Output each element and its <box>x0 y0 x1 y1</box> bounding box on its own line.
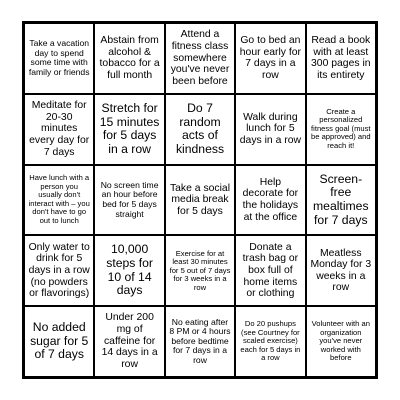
bingo-cell-text: Donate a trash bag or box full of home items or clothing <box>242 241 299 300</box>
bingo-cell-7[interactable] <box>94 94 164 165</box>
bingo-cell-13[interactable] <box>165 165 235 236</box>
bingo-cell-6[interactable] <box>24 94 94 165</box>
bingo-cell-text: Create a personalized fitness goal (must be approved) and reach it! <box>311 106 371 150</box>
bingo-cell-text: No eating after 8 PM or 4 hours before bedtime for 7 days in a row <box>169 316 231 366</box>
bingo-cell-2[interactable] <box>94 23 164 94</box>
bingo-cell-1[interactable] <box>24 23 94 94</box>
bingo-cell-text: 10,000 steps for 10 of 14 days <box>106 242 153 298</box>
bingo-cell-18[interactable] <box>165 235 235 306</box>
bingo-cell-3[interactable] <box>165 23 235 94</box>
bingo-cell-16[interactable] <box>24 235 94 306</box>
bingo-cell-text: Read a book with at least 300 pages in its entirety <box>311 35 371 82</box>
bingo-cell-text: Take a social media break for 5 days <box>169 182 231 217</box>
bingo-cell-text: No screen time an hour before bed for 5 days straight <box>100 179 159 219</box>
bingo-cell-21[interactable] <box>24 306 94 377</box>
bingo-cell-text: Walk during lunch for 5 days in a row <box>239 111 301 147</box>
bingo-cell-5[interactable] <box>306 23 376 94</box>
bingo-cell-23[interactable] <box>165 306 235 377</box>
bingo-cell-text: Exercise for at least 30 minutes for 5 out of 7 days for 3 weeks in a row <box>169 248 231 292</box>
bingo-cell-11[interactable] <box>24 165 94 236</box>
bingo-board <box>22 21 378 379</box>
bingo-cell-text: Volunteer with an organization you've never worked with before <box>311 319 370 363</box>
bingo-cell-text: Help decorate for the holidays at the office <box>242 176 299 223</box>
bingo-cell-4[interactable] <box>235 23 305 94</box>
bingo-cell-text: Screen-free mealtimes for 7 days <box>313 171 369 227</box>
bingo-cell-9[interactable] <box>235 94 305 165</box>
bingo-cell-text: Attend a fitness class somewhere you've never been before <box>170 29 230 87</box>
bingo-cell-17[interactable] <box>94 235 164 306</box>
bingo-cell-8[interactable] <box>165 94 235 165</box>
bingo-cell-text: Do 20 pushups (see Courtney for scaled exercise) each for 5 days in a row <box>240 319 301 363</box>
bingo-cell-text: Take a vacation day to spend some time with family or friends <box>28 38 90 78</box>
bingo-cell-text: Only water to drink for 5 days in a row (no powders or flavorings) <box>28 241 90 300</box>
bingo-cell-15[interactable] <box>306 165 376 236</box>
bingo-cell-12[interactable] <box>94 165 164 236</box>
bingo-cell-20[interactable] <box>306 235 376 306</box>
bingo-cell-22[interactable] <box>94 306 164 377</box>
bingo-cell-14[interactable] <box>235 165 305 236</box>
bingo-cell-24[interactable] <box>235 306 305 377</box>
bingo-cell-19[interactable] <box>235 235 305 306</box>
bingo-cell-25[interactable] <box>306 306 376 377</box>
bingo-cell-text: Do 7 random acts of kindness <box>175 100 225 156</box>
bingo-cell-text: Meditate for 20-30 minutes every day for 7 days <box>29 100 90 158</box>
bingo-cell-text: Go to bed an hour early for 7 days in a row <box>239 35 301 82</box>
bingo-cell-text: No added sugar for 5 of 7 days <box>30 320 89 362</box>
bingo-cell-text: Have lunch with a person you usually don't interact with – you don't have to go out to lunch <box>28 173 90 225</box>
bingo-cell-text: Abstain from alcohol & tobacco for a full month <box>99 35 160 82</box>
bingo-cell-text: Stretch for 15 minutes for 5 days in a row <box>99 100 160 156</box>
bingo-cell-text: Meatless Monday for 3 weeks in a row <box>310 247 372 294</box>
bingo-cell-text: Under 200 mg of caffeine for 14 days in a row <box>101 312 158 371</box>
bingo-cell-10[interactable] <box>306 94 376 165</box>
